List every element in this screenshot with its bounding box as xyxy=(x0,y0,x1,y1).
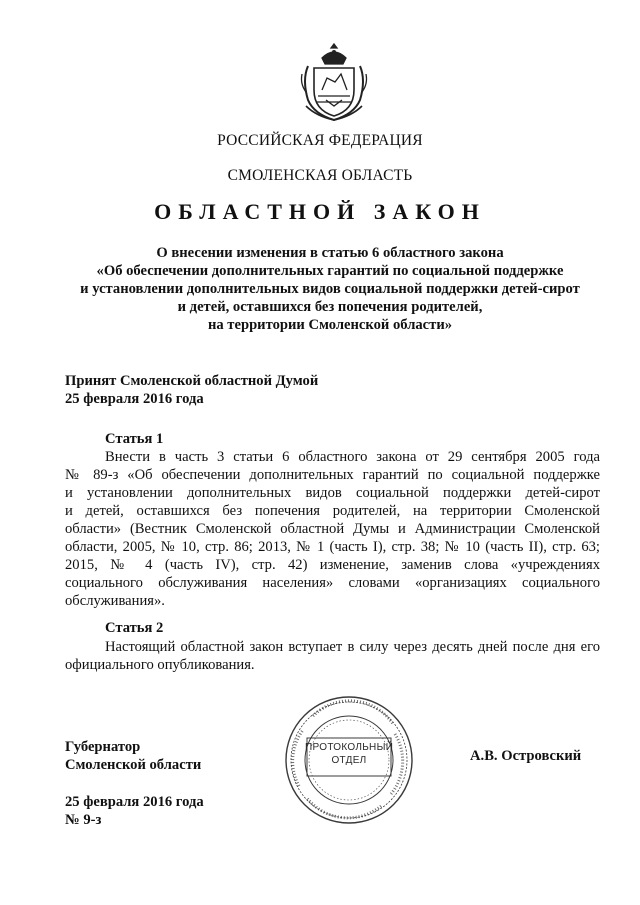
text-line: и установлении дополнительных видов социальной поддержки детей-сирот xyxy=(65,485,600,501)
text-line: социального обслуживания населения» словами «организациях социального xyxy=(65,575,600,591)
signing-details xyxy=(65,793,204,829)
signer-name: А.В. Островский xyxy=(470,748,582,764)
text-line: и детей, оставшихся без попечения родителей, на территории Смоленской xyxy=(65,503,600,519)
law-title-line: на территории Смоленской области» xyxy=(207,317,453,333)
governor-title xyxy=(65,738,201,774)
law-title xyxy=(60,244,600,334)
governor-region: Смоленской области xyxy=(65,757,202,773)
text-line: области» (Вестник Смоленской областной Думы и Администрации Смоленской xyxy=(65,521,600,537)
seal-label-line: ПРОТОКОЛЬНЫЙ xyxy=(305,742,394,753)
country-name: РОССИЙСКАЯ ФЕДЕРАЦИЯ xyxy=(217,132,423,149)
coat-of-arms-icon xyxy=(296,40,372,124)
law-title-line: О внесении изменения в статью 6 областного закона xyxy=(156,245,504,261)
law-number: № 9-з xyxy=(65,812,102,828)
signing-date: 25 февраля 2016 года xyxy=(65,794,204,810)
law-title-line: «Об обеспечении дополнительных гарантий по социальной поддержке xyxy=(96,263,564,279)
governor-position: Губернатор xyxy=(65,739,141,755)
text-line: Настоящий областной закон вступает в силу через десять дней после дня его xyxy=(105,639,600,655)
law-title-line: и установлении дополнительных видов социальной поддержки детей-сирот xyxy=(80,281,580,297)
seal-label-line: ОТДЕЛ xyxy=(331,755,367,766)
article-2-text xyxy=(65,638,600,674)
adoption-body: Принят Смоленской областной Думой xyxy=(65,373,319,389)
text-line: обслуживания». xyxy=(65,593,165,609)
article-1-text xyxy=(65,448,600,610)
adoption-note xyxy=(65,372,318,408)
article-2-title: Статья 2 xyxy=(105,620,164,636)
region-name: СМОЛЕНСКАЯ ОБЛАСТЬ xyxy=(227,167,413,184)
law-title-line: и детей, оставшихся без попечения родителей, xyxy=(177,299,483,315)
adoption-date: 25 февраля 2016 года xyxy=(65,391,204,407)
text-line: области, 2005, № 10, стр. 86; 2013, № 1 (часть I), стр. 38; № 10 (часть II), стр. 63; xyxy=(65,539,600,555)
seal-label xyxy=(305,741,393,767)
text-line: официального опубликования. xyxy=(65,657,255,673)
article-1-title: Статья 1 xyxy=(105,431,164,447)
document-type: ОБЛАСТНОЙ ЗАКОН xyxy=(154,199,486,224)
text-line: 2015, № 4 (часть IV), стр. 42) изменение, заменив слова «учреждениях xyxy=(65,557,600,573)
text-line: Внести в часть 3 статьи 6 областного закона от 29 сентября 2005 года xyxy=(105,449,600,465)
text-line: № 89-з «Об обеспечении дополнительных гарантий по социальной поддержке xyxy=(65,467,600,483)
